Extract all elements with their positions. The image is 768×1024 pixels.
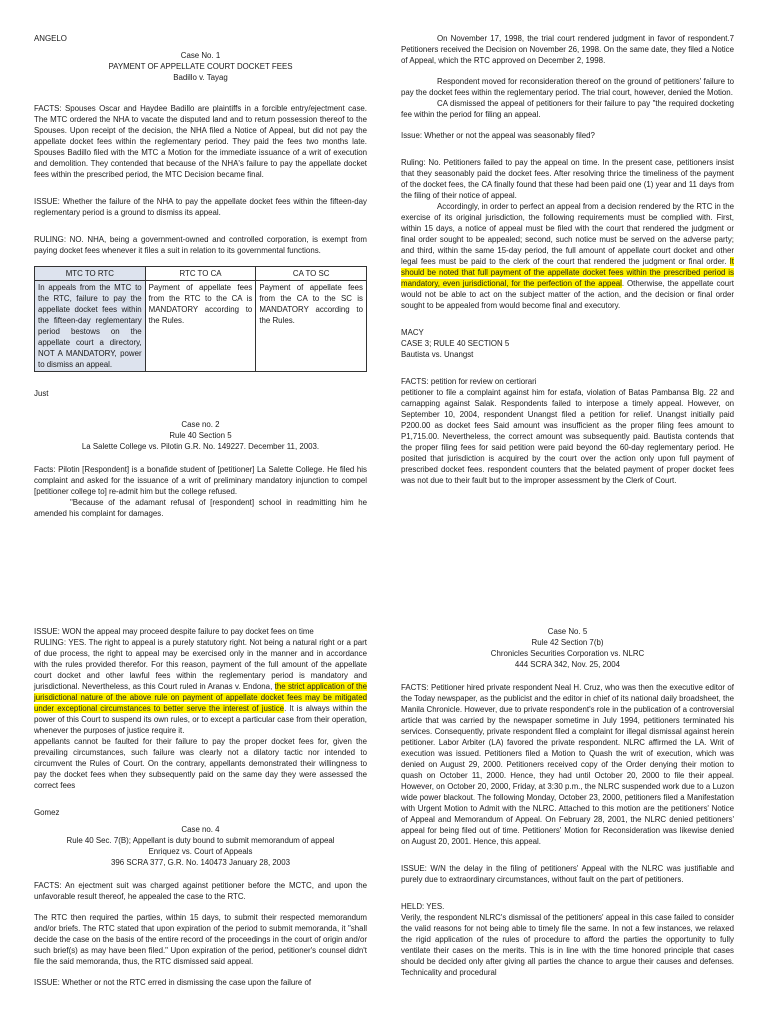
case5-held: HELD: YES.: [401, 902, 445, 911]
case5-issue: ISSUE: W/N the delay in the filing of petitioners' Appeal with the NLRC was justifiable and purely due to extraordinary circumstances, without fault on the part of petitioners.: [401, 864, 734, 884]
case3-facts: FACTS: petition for review on certiorari: [401, 377, 537, 386]
case3-digester: MACY: [401, 328, 424, 337]
case2-ruling-cont: appellants cannot be faulted for their failure to pay the proper docket fees for, given the prevailing circumstances, such failure was clearly not a dilatory tactic nor intended to circumvent the Rules of Court. On the contrary, appellants demonstrated their willingness to pay the docket fees when they subsequently paid on the same day they were assessed the correct fees: [34, 737, 367, 790]
case3-issue: Issue: Whether or not the appeal was seasonably filed?: [401, 131, 595, 140]
case1-section: [34, 33, 367, 529]
case4-issue: ISSUE: Whether or not the RTC erred in dismissing the case upon the failure of: [34, 978, 312, 987]
case3-highlighted-text: It should be noted that full payment of the appellate docket fees within the prescribed period is mandatory, even jurisdictional, for the perfection of the appeal: [401, 257, 734, 288]
case4-citation: 396 SCRA 377, G.R. No. 140473 January 28, 2003: [111, 858, 290, 867]
case5-held-cont: Verily, the respondent NLRC's dismissal of the petitioners' appeal in this case failed to consider the valid reasons for not being able to timely file the same. In not a few instances, we relaxed the rigid application of the rules of procedure to afford the parties the opportunity to fully ventilate their cases on the merits. This is in line with the time honored principle that cases should be decided only after giving all parties the chance to argue their causes and defenses. Technicality and procedural: [401, 913, 734, 977]
case2-case-no: Case no. 2: [181, 420, 220, 429]
table-header-ca-sc: CA TO SC: [256, 267, 367, 281]
case5-rule: Rule 42 Section 7(b): [531, 638, 604, 647]
case3-facts-cont: On November 17, 1998, the trial court rendered judgment in favor of respondent.7 Petitioners received the Decision on November 26, 1998. On the same date, they filed a Notice of Appeal, which the RTC approved on December 2, 1998.: [401, 34, 734, 65]
table-cell-mtc-rtc: In appeals from the MTC to the RTC, failure to pay the appellate docket fees within the fifteen-day reglementary period bestows on the appellate court a directory, NOT A MANDATORY, power to dismiss an appeal.: [35, 281, 146, 372]
appeal-fees-table: [34, 266, 367, 372]
case3-ruling-cont-end: . Otherwise, the appellate court would not be able to act on the subject matter of the action, and the decision or final order sought to be appealed from would become final and executory.: [401, 279, 734, 310]
case1-facts: FACTS: Spouses Oscar and Haydee Badillo are plaintiffs in a forcible entry/ejectment case. The MTC ordered the NHA to vacate the disputed land and to return possession thereof to the Spouses. Upon receipt of the decision, the NHA filed a Notice of Appeal, but did not pay the appellate docket fees within the reglementary period. They paid the fees two months late. Spouses Badillo filed with the MTC a Motion for the immediate issuance of a writ of execution and demolition. They contended that because of the NHA's failure to pay the appellate docket fees within the prescribed period, the MTC Decision became final.: [34, 104, 367, 179]
case3-section: [401, 33, 734, 496]
case3-ruling-cont: [401, 201, 734, 311]
case2-digester: Just: [34, 389, 49, 398]
case2-facts: Facts: Pilotin [Respondent] is a bonafide student of [petitioner] La Salette College. He filed his complaint and asked for the issuance of a writ of preliminary mandatory injunction to compel [petitioner college to] re-admit him but the college refused.: [34, 465, 367, 496]
table-row: [35, 281, 367, 372]
case4-rule: Rule 40 Sec. 7(B); Appellant is duty bound to submit memorandum of appeal: [66, 836, 335, 845]
case3-ruling-cont-text: Accordingly, in order to perfect an appeal from a decision rendered by the RTC in the exercise of its original jurisdiction, the following requirements must be complied with. First, within 15 days, a notice of appeal must be filed with the court that rendered the judgment or final order sought to be appealed; second, such notice must be served on the adverse party; and third, within the same 15-day period, the full amount of appellate court docket and other legal fees must be paid to the clerk of the court that rendered the judgment or final order.: [401, 202, 734, 266]
case3-case-rule: CASE 3; RULE 40 SECTION 5: [401, 339, 510, 348]
table-cell-rtc-ca: Payment of appellate fees from the RTC to the CA is MANDATORY according to the Rules.: [145, 281, 256, 372]
case4-digester: Gomez: [34, 808, 60, 817]
case1-issue: ISSUE: Whether the failure of the NHA to pay the appellate docket fees within the fifteen-day reglementary period is a ground to dismiss its appeal.: [34, 197, 367, 217]
case1-case-no: Case No. 1: [180, 51, 221, 60]
case2-title: La Salette College vs. Pilotin G.R. No. 149227. December 11, 2003.: [81, 442, 320, 451]
case4-case-no: Case no. 4: [181, 825, 220, 834]
table-header-mtc-rtc: MTC TO RTC: [35, 267, 146, 281]
case5-case-no: Case No. 5: [547, 627, 588, 636]
case4-facts: FACTS: An ejectment suit was charged against petitioner before the MCTC, and upon the unfavorable result thereof, he appealed the case to the RTC.: [34, 881, 367, 901]
case1-topic: PAYMENT OF APPELLATE COURT DOCKET FEES: [108, 62, 293, 71]
case3-ruling: Ruling: No. Petitioners failed to pay the appeal on time. In the present case, petitioners insist that they seasonably paid the docket fees. After resolving thrice the timeliness of the payment of the docket fees, the CA finally found that these had been paid one (1) year and 11 days from the filing of their notice of appeal.: [401, 158, 734, 200]
case4-facts-cont: The RTC then required the parties, within 15 days, to submit their respected memorandum and/or briefs. The RTC stated that upon expiration of the period to submit memoranda, it "shall decide the case on the basis of the entire record of the proceedings in the court of origin and/or such brief(s) as may have been filed." Upon expiration of the period, petitioner's counsel didn't file the said memoranda, thus, the RTC dismissed said appeal.: [34, 913, 367, 966]
table-header-rtc-ca: RTC TO CA: [145, 267, 256, 281]
case5-citation: 444 SCRA 342, Nov. 25, 2004: [514, 660, 621, 669]
case1-digester: ANGELO: [34, 34, 67, 43]
case4-title: Enriquez vs. Court of Appeals: [148, 847, 253, 856]
table-header-row: [35, 267, 367, 281]
case2-rule: Rule 40 Section 5: [169, 431, 232, 440]
case2-facts-cont: "Because of the adamant refusal of [respondent] school in readmitting him he amended his complaint for damages.: [34, 498, 367, 518]
case2-ruling: [34, 637, 367, 736]
case3-facts-cont-3: CA dismissed the appeal of petitioners for their failure to pay "the required docketing fee within the period for filing an appeal.: [401, 99, 734, 119]
case5-facts: FACTS: Petitioner hired private respondent Neal H. Cruz, who was then the executive editor of the Today newspaper, as the publicist and the editor in chief of its national daily broadsheet, the Manila Chronicle. However, due to private respondent's role in the publication of a controversial article that was carried by the newspaper sometime in July 1994, petitioners terminated his services. Consequently, private respondent filed a complaint for illegal dismissal against herein petitioner. Labor Arbiter (LA) favored the private respondent. NLRC affirmed the LA. Writ of execution was issued. Petitioners filed a Motion to Quash the writ of execution, which was denied on August 29, 2000. Petitioners received copy of the Order denying their motion to quash on October 11, 2000. Hence, they had until October 20, 2000 to file their appeal. However, on October 20, 2000, Friday, at 3:30 p.m., the NLRC suspended work due to a Luzon wide power blackout. The following Monday, October 23, 2000, petitioners filed a Manifestation with Urgent Motion to Admit with the NLRC. Attached to this motion are the petitioners' Notice of Appeal and Memorandum of Appeal. On February 28, 2001, the NLRC denied petitioners' appeal for being filed out of time. Petitioners' Motion for Reconsideration was likewise denied on August 20, 2001. Hence, this appeal.: [401, 683, 734, 846]
case2-ruling-text: RULING: YES. The right to appeal is a purely statutory right. Not being a natural right or a part of due process, the right to appeal may be exercised only in the manner and in accordance with the rules provided therefor. For this reason, payment of the full amount of the appellate court docket and other lawful fees within the reglementary period is mandatory and jurisdictional. Nevertheless, as this Court ruled in Aranas v. Endona,: [34, 638, 367, 691]
case3-facts-cont-2: Respondent moved for reconsideration thereof on the ground of petitioners' failure to pay the docket fees within the reglementary period. The trial court, however, denied the Motion.: [401, 77, 734, 97]
case2-ruling-end: . It is always within the power of this Court to suspend its own rules, or to except a particular case from their operation, whenever the purposes of justice require it.: [34, 704, 368, 735]
case5-title: Chronicles Securities Corporation vs. NLRC: [490, 649, 645, 658]
case1-ruling: RULING: NO. NHA, being a government-owned and controlled corporation, is exempt from paying docket fees whenever it files a suit in relation to its governmental functions.: [34, 235, 367, 255]
case2-issue: ISSUE: WON the appeal may proceed despite failure to pay docket fees on time: [34, 627, 314, 636]
case2-ruling-section: [34, 626, 367, 988]
case5-section: [401, 626, 734, 978]
case1-title: Badillo v. Tayag: [173, 73, 228, 82]
table-cell-ca-sc: Payment of appellate fees from the CA to the SC is MANDATORY according to the Rules.: [256, 281, 367, 372]
case3-title: Bautista vs. Unangst: [401, 350, 474, 359]
case2-highlighted-text: the strict application of the jurisdictional nature of the above rule on payment of appellate docket fees may be mitigated under exceptional circumstances to better serve the interest of justice: [34, 682, 367, 713]
case3-facts-detail: petitioner to file a complaint against him for estafa, violation of Batas Pambansa Blg. 22 and carnapping against Salak. Respondents failed to interpose a timely appeal. However, on September 10, 2004, respondent Unangst filed a petition for relief. Unangst initially paid P200.00 as docket fees Said amount was insufficient as the proper filing fees amount to P1,715.00. Nevertheless, the correct amount was subsequently paid. Bautista contends that the proper filing fees for said petition were paid beyond the 60-day reglementary period. He posited that jurisdiction is acquired by the court over the action only upon full payment of prescribed docket fees. respondent counters that the belated payment of proper docket fees was not due to their fault but to the improper assessment by the Clerk of Court.: [401, 388, 734, 485]
